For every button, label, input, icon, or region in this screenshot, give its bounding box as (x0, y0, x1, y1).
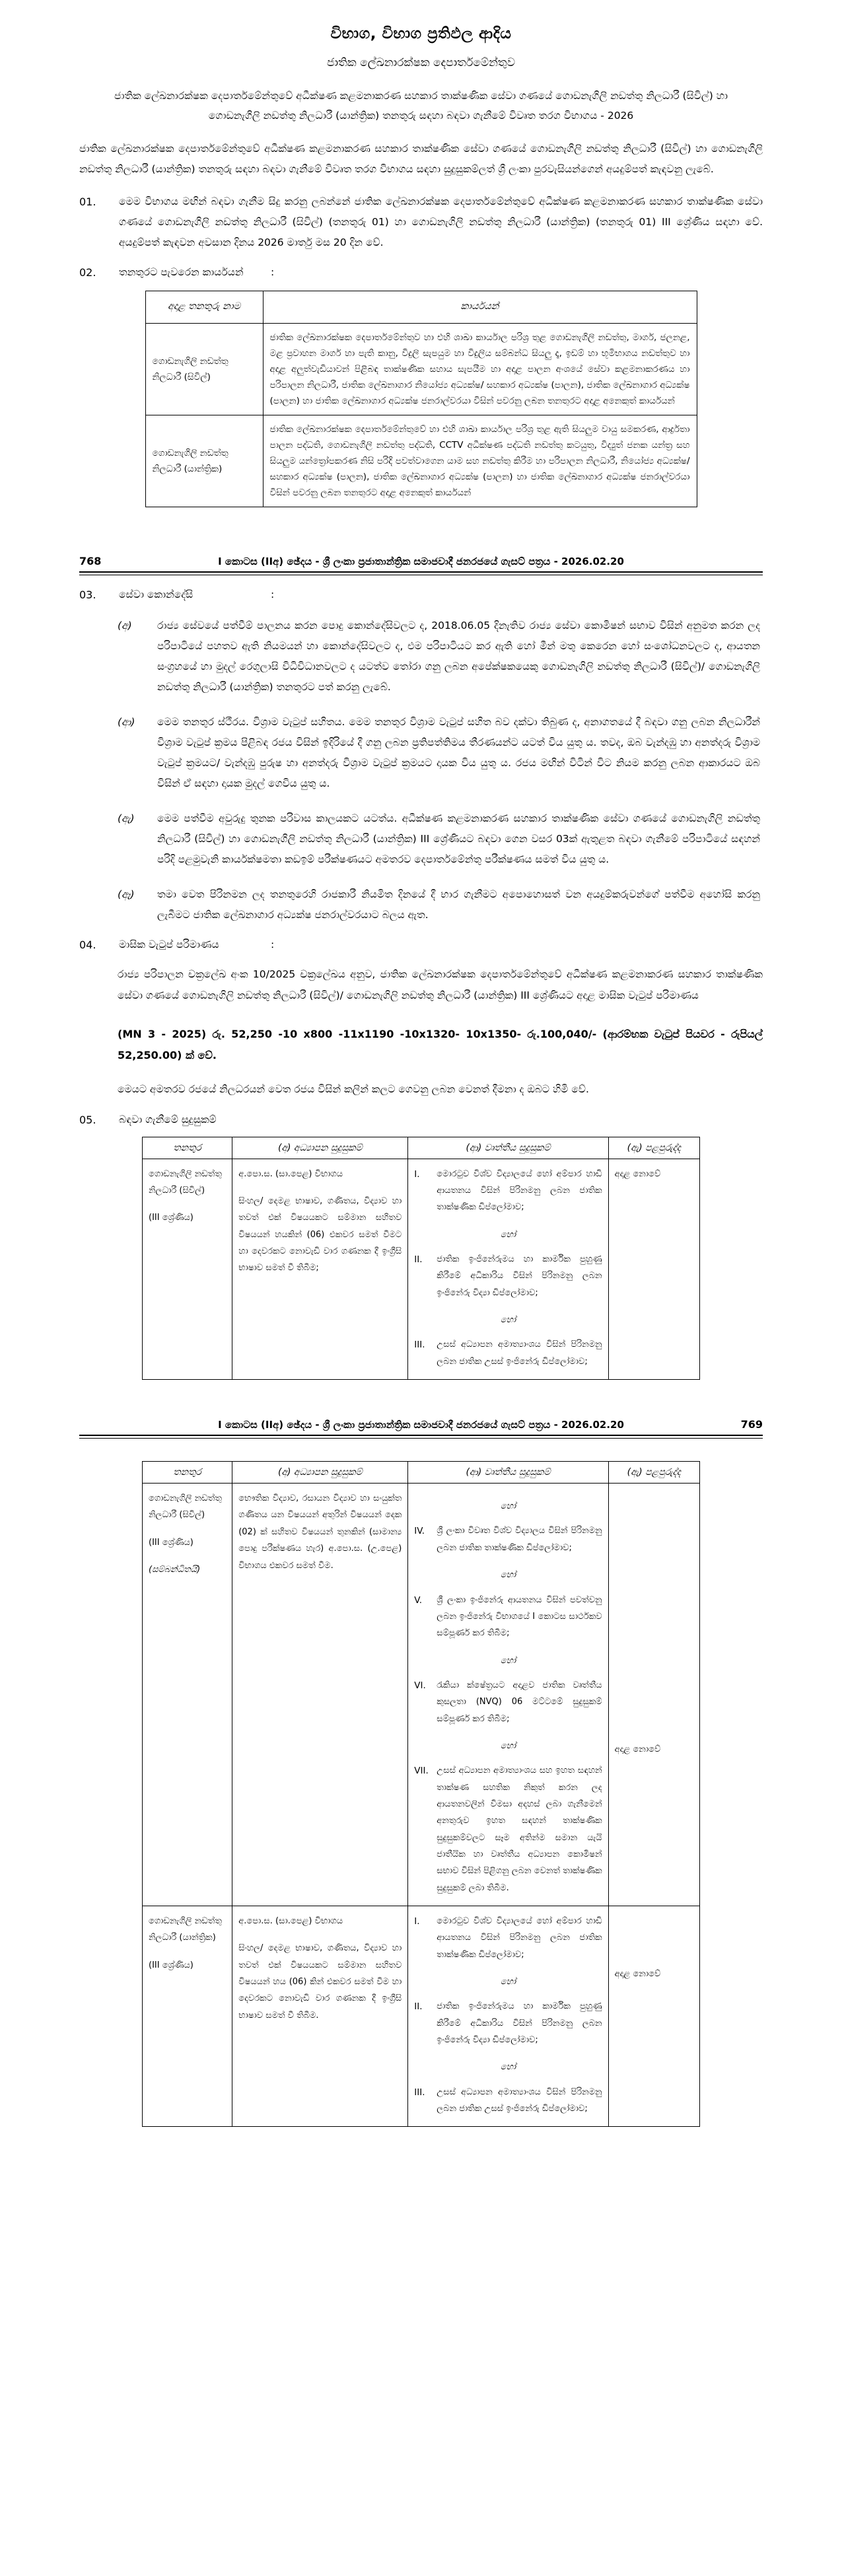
qual-prof-item-numeral: III. (414, 1340, 425, 1351)
qual-prof-item-numeral: IV. (414, 1526, 425, 1537)
qual-exp-mech (608, 1906, 699, 2127)
duties-header-post: අදාළ තනතුරු නාම (145, 291, 263, 324)
qual-prof-item (414, 1251, 602, 1304)
qual-or-word: හෝ (500, 1501, 516, 1512)
duties-post-mechanical: ගොඩනැගිලි නඩත්තු නිලධාරී (යාන්ත්‍රික) (145, 415, 263, 507)
qualification-table-page768 (142, 1137, 700, 1380)
qual-prof-item-text: ශ්‍රී ලංකා විවෘත විශ්ව විද්‍යාලය විසින් පිරිනමනු ලබන ජාතික තාක්ෂණික ඩිප්ලෝමාව; (437, 1526, 602, 1553)
qual-prof-item-numeral: V. (414, 1594, 423, 1606)
section-03-item-d (79, 870, 763, 925)
qual-header-professional: (ආ) වෘත්තීය සුදුසුකම් (408, 1137, 608, 1159)
qual-post-civil-cont-line1: ගොඩනැගිලි නඩත්තු නිලධාරී (සිවිල්) (149, 1493, 222, 1521)
qual-edu-civil-line2: සිංහල/ දෙමළ භාෂාව, ගණිතය, විද්‍යාව හා තවත් එක් විෂයයකට සම්මාන සහිතව විෂයයන් හයකින් (06) එකවර සමත් වීමට හා දෙවරකට නොවැඩි වාර ගණනක දී ඉංග්‍රීසි භාෂාව සමත් වී තිබීම; (238, 1196, 402, 1273)
section-03-item-c (79, 794, 763, 870)
qual-prof-mech (408, 1906, 608, 2127)
qual-prof-civil (408, 1159, 608, 1379)
notice-heading: ජාතික ලේඛනාරක්ෂක දෙපාර්තමේන්තුවේ අධීක්ෂණ කළමනාකරණ සහකාර තාක්ෂණික සේවා ගණයේ ගොඩනැගිලි නඩත්තු නිලධාරී (සිවිල්) හා ගොඩනැගිලි නඩත්තු නිලධාරී (යාන්ත්‍රික) තනතුරු සඳහා බඳවා ගැනීමේ විවෘත තරග විභාගය - 2026 (114, 90, 728, 122)
table-row (145, 324, 697, 415)
table-row (145, 415, 697, 507)
qual-post-mech (143, 1906, 232, 2127)
qual-exp-civil: අදාළ නොවේ (608, 1159, 699, 1379)
qual-header-education: (අ) අධ්‍යාපන සුදුසුකම් (232, 1462, 408, 1484)
qual-prof-item (414, 2084, 602, 2120)
section-03-item-c-text: මෙම පත්වීම අවුරුදු තුනක පරිවාස කාලයකට යටත්ය. අධීක්ෂණ කළමනාකරණ සහකාර තාක්ෂණික සේවා ගණයේ ගොඩනැගිලි නඩත්තු නිලධාරී (සිවිල්) හා ගොඩනැගිලි නඩත්තු නිලධාරී (යාන්ත්‍රික) III ශ්‍රේණියට බඳවා ගෙන වසර 03ක් ඇතුළත බඳවා ගැනීමේ පරිපාටියේ සඳහන් පරිදි පළමුවැනි කාර්යක්ෂමතා කඩඉම් පරීක්ෂණයට අමතරව දෙපාර්තමේන්තු පරීක්ෂණය සමත් විය යුතු ය. (157, 812, 760, 866)
qual-prof-item-numeral: VII. (414, 1766, 429, 1777)
section-04-note: මෙයට අමතරව රජයේ නිලධරයන් වෙත රජය විසින් කලින් කලට ගෙවනු ලබන වෙනත් දීමනා ද ඔබට හිමි වේ. (118, 1083, 589, 1095)
section-02-number: 02. (79, 266, 96, 279)
table-row (143, 1159, 700, 1379)
qual-post-mech-line1: ගොඩනැගිලි නඩත්තු නිලධාරී (යාන්ත්‍රික) (149, 1916, 222, 1943)
section-03-item-a-letter: (අ) (118, 620, 132, 632)
running-header-769 (79, 1418, 763, 1435)
section-01 (79, 180, 763, 253)
section-03-number: 03. (79, 589, 96, 602)
section-03-item-b (79, 698, 763, 794)
qual-prof-item (414, 1677, 602, 1730)
qual-prof-item-numeral: II. (414, 2001, 423, 2013)
qual-post-civil-line2: (III ශ්‍රේණිය) (149, 1213, 193, 1223)
qual-exp-mech-text: අදාළ නොවේ (614, 1969, 661, 1979)
section-04-paragraph: රාජ්‍ය පරිපාලන චක්‍රලේඛ අංක 10/2025 චක්‍රලේඛය අනුව, ජාතික ලේඛනාරක්ෂක දෙපාර්තමේන්තුවේ අධීක්ෂණ කළමනාකරණ සහකාර තාක්ෂණික සේවා ගණයේ ගොඩනැගිලි නඩත්තු නිලධාරී (සිවිල්)/ ගොඩනැගිලි නඩත්තු නිලධාරී (යාන්ත්‍රික) III ශ්‍රේණියට අදාළ මාසික වැටුප් පරිමාණය (118, 968, 763, 1002)
qual-exp-civil-cont-text: අදාළ නොවේ (614, 1744, 661, 1755)
qual-exp-civil-cont (608, 1484, 699, 1906)
section-04-label: මාසික වැටුප් පරිමාණය (119, 939, 219, 951)
section-03-colon: : (271, 589, 275, 601)
section-02-label: තනතුරට පැවරෙන කාර්යයන් (119, 266, 244, 279)
qual-edu-mech (232, 1906, 408, 2127)
qual-edu-mech-line1: අ.පො.ස. (සා.පෙළ) විභාගය (238, 1916, 343, 1926)
qual-header-experience: (ඇ) පළපුරුද්ද (608, 1462, 699, 1484)
duties-post-civil: ගොඩනැගිලි නඩත්තු නිලධාරී (සිවිල්) (145, 324, 263, 415)
qual-header-post: තනතුර (143, 1137, 232, 1159)
section-05-label: බඳවා ගැනීමේ සුදුසුකම් (119, 1113, 217, 1126)
table-row (143, 1484, 700, 1906)
section-01-text: මෙම විභාගය මඟින් බඳවා ගැනීම සිදු කරනු ලබන්නේ ජාතික ලේඛනාරක්ෂක දෙපාර්තමේන්තුවේ අධීක්ෂණ කළමනාකරණ සහකාර තාක්ෂණික සේවා ගණයේ ගොඩනැගිලි නඩත්තු නිලධාරී (සිවිල්) (තනතුරු 01) හා ගොඩනැගිලි නඩත්තු නිලධාරී (යාන්ත්‍රික) (තනතුරු 01) III ශ්‍රේණිය සඳහා වේ. අයදුම්පත් කැඳවන අවසාන දිනය 2026 මාර්තු මස 20 දින වේ. (119, 196, 763, 249)
department-name: ජාතික ලේඛනාරක්ෂක දෙපාර්තමේන්තුව (327, 55, 515, 69)
duties-table (145, 291, 697, 507)
section-03-item-d-letter: (ඈ) (118, 888, 135, 901)
qual-or-word: හෝ (500, 1977, 516, 1987)
qualification-table-page769 (142, 1461, 700, 2127)
qual-or-word: හෝ (500, 1315, 516, 1326)
qual-header-experience: (ඇ) පළපුරුද්ද (608, 1137, 699, 1159)
qual-prof-item-text: ජාතික ඉංජිනේරුමය හා කාර්මික පුහුණු කිරීමේ අධිකාරිය විසින් පිරිනමනු ලබන ඉංජිනේරු විද්‍යා ඩිප්ලෝමාව; (437, 2001, 602, 2046)
section-03-label: සේවා කොන්දේසි (119, 589, 193, 601)
qual-or-word: හෝ (500, 1655, 516, 1666)
table-row (143, 1906, 700, 2127)
qual-post-civil (143, 1159, 232, 1379)
qual-prof-item-text: ශ්‍රී ලංකා ඉංජිනේරු ආයතනය විසින් පවත්වනු ලබන ඉංජිනේරු විභාගයේ I කොටස සාර්ථකව සම්පූර්ණ කර තිබීම; (437, 1594, 602, 1639)
qual-prof-item-numeral: III. (414, 2087, 425, 2098)
qual-prof-item-numeral: I. (414, 1168, 420, 1180)
page-title: විභාග, විභාග ප්‍රතිඵල ආදිය (330, 25, 512, 42)
running-header-text-769: I කොටස (IIඅ) ඡේදය - ශ්‍රී ලංකා ප්‍රජාතාන්ත්‍රික සමාජවාදී ජනරජයේ ගැසට් පත්‍රය - 2026.02.20 (218, 1419, 624, 1431)
qual-prof-item (414, 1913, 602, 1966)
section-03-item-a-text: රාජ්‍ය සේවයේ පත්වීම් පාලනය කරන පොදු කොන්දේසිවලට ද, 2018.06.05 දිනැතිව රාජ්‍ය සේවා කොමිෂන් සභාව විසින් අනුමත කරන ලද පරිපාටියේ පහතව ඇති නියමයන් හා කොන්දේසිවලට ද, එම පරිපාටියට කර ඇති හෝ මීන් මතු කෙරෙන හෝ සංශෝධනවලට ද, ආයතන සංග්‍රහයේ හා මුදල් රෙගුලාසි විධිවිධානවලට ද යටත්ව තෝරා ගනු ලබන අපේක්ෂකයෙකු ගොඩනැගිලි නඩත්තු නිලධාරී (සිවිල්)/ ගොඩනැගිලි නඩත්තු නිලධාරී (යාන්ත්‍රික) තනතුරට පත් කරනු ලැබේ. (157, 620, 760, 694)
qual-or-word: හෝ (500, 1740, 516, 1751)
qual-prof-item (414, 1592, 602, 1645)
salary-scale: (MN 3 - 2025) රු. 52,250 -10 x800 -11x1190 -10x1320- 10x1350- රු.100,040/- (ආරම්භක වැටුප් පියවර - රුපියල් 52,250.00) ක් වේ. (118, 1027, 763, 1061)
qual-prof-item-text: උසස් අධ්‍යාපන අමාත්‍යාංශය සහ ඉහත සඳහන් තාක්ෂණ සහතික නිකුත් කරන ලද ආයතනවලින් විමසා අදහස් ලබා ගැනීමෙන් අනතුරුව ඉහත සඳහන් තාක්ෂණික සුදුසුකම්වලට සෑම අතින්ම සමාන යැයි ජාතීයික හා වෘත්තීය අධ්‍යාපන කොමිෂන් සභාව විසින් පිළිගනු ලබන වෙනත් තාක්ෂණික සුදුසුකම් ලබා තිබීම. (437, 1766, 602, 1893)
section-03-item-b-letter: (ආ) (118, 716, 135, 729)
section-03 (79, 575, 763, 601)
duties-tasks-mechanical: ජාතික ලේඛනාරක්ෂක දෙපාර්තමේන්තුවේ හා එහි ශාඛා කාර්යාල පරිශ්‍ර තුළ ඇති සියලුම වායු සමකරණ, ආර්ද්‍රතා පාලන පද්ධති, ගොඩනැගිලි නඩත්තු පද්ධති, CCTV අධීක්ෂණ පද්ධති නඩත්තු කටයුතු, විද්‍යුත් ජනක යන්ත්‍ර සහ සියලුම යන්ත්‍රෝපකරණ නිසි පරිදි පවත්වාගෙන යාම සහ නඩත්තු කිරීම හා පරිපාලන නිලධාරී, නියෝජ්‍ය අධ්‍යක්ෂ/ සහකාර අධ්‍යක්ෂ (පාලන), ජාතික ලේඛනාගාර අධ්‍යක්ෂ (පාලන) හා ජාතික ලේඛනාගාර අධ්‍යක්ෂ ජනරාල්වරයා විසින් පවරනු ලබන තනතුරට අදාළ අනෙකුත් කාර්යයන් (263, 415, 697, 507)
qual-header-row (143, 1137, 700, 1159)
qual-header-professional: (ආ) වෘත්තීය සුදුසුකම් (408, 1462, 608, 1484)
qual-prof-civil-cont (408, 1484, 608, 1906)
section-04-number: 04. (79, 939, 96, 952)
qual-prof-item-text: රැකියා ක්ෂේත්‍රයට අදාළව ජාතික වෘත්තීය කුසලතා (NVQ) 06 මට්ටමේ සුදුසුකම් සම්පූර්ණ කර තිබීම; (437, 1680, 602, 1724)
duties-tasks-civil: ජාතික ලේඛනාරක්ෂක දෙපාර්තමේන්තුව හා එහි ශාඛා කාර්යාල පරිශ්‍ර තුළ ගොඩනැගිලි නඩත්තු, මාර්ග, ජලනළ, මළ ප්‍රවාහන මාර්ග හා පැති කානු, විදුලි සැපයුම හා විදුලිය සම්බන්ධ සියලු දෑ, ඉඩම් හා භූමිභාගය නඩත්තුව හා අදාළ අලුත්වැඩියාවන් පිළිබඳ තාක්ෂණික සහාය සැපයීම හා අදාළ පාලන අංශයේ සේවා කළමනාකරණය හා පරිපාලන නිලධාරී, ජාතික ලේඛනාගාර නියෝජ්‍ය අධ්‍යක්ෂ/ සහකාර අධ්‍යක්ෂ (පාලන), ජාතික ලේඛනාගාර අධ්‍යක්ෂ (පාලන) හා ජාතික ලේඛනාගාර අධ්‍යක්ෂ ජනරාල්වරයා විසින් පවරනු ලබන තනතුරට අදාළ අනෙකුත් කාර්යයන් (263, 324, 697, 415)
qual-prof-item (414, 1336, 602, 1373)
qual-prof-item-numeral: II. (414, 1254, 423, 1266)
section-03-item-a (79, 601, 763, 698)
qual-post-mech-line2: (III ශ්‍රේණිය) (149, 1960, 193, 1970)
qual-prof-item (414, 1762, 602, 1899)
section-02 (79, 253, 763, 279)
intro-paragraph: ජාතික ලේඛනාරක්ෂක දෙපාර්තමේන්තුවේ අධීක්ෂණ කළමනාකරණ සහකාර තාක්ෂණික සේවා ගණයේ ගොඩනැගිලි නඩත්තු නිලධාරී (සිවිල්) හා ගොඩනැගිලි නඩත්තු නිලධාරී (යාන්ත්‍රික) තනතුරු සඳහා බඳවා ගැනීමේ විවෘත තරග විභාගය සඳහා සුදුසුකම්ලත් ශ්‍රී ලංකා පුරවැසියන්ගෙන් අයදුම්පත් කැඳවනු ලැබේ. (79, 143, 763, 176)
section-03-item-d-text: තමා වෙත පිරිනමන ලද තනතුරෙහි රාජකාරී නියමිත දිනයේ දී භාර ගැනීමට අපොහොසත් වන අයදුම්කරුවන්ගේ පත්වීම අහෝසි කරනු ලැබීමට ජාතික ලේඛනාගාර අධ්‍යක්ෂ ජනරාල්වරයාට බලය ඇත. (157, 888, 760, 921)
qual-post-civil-cont-line3: (සම්බන්ධිතයි) (149, 1565, 201, 1575)
qual-prof-item-text: මොරටුව විශ්ව විද්‍යාලයේ හෝ අම්පාර හාඩි ආයතනය විසින් පිරිනමනු ලබන ජාතික තාක්ෂණික ඩිප්ලෝමාව; (437, 1916, 602, 1960)
qual-prof-item-numeral: I. (414, 1916, 420, 1927)
running-header-768 (79, 555, 763, 571)
qual-post-civil-cont-line2: (III ශ්‍රේණිය) (149, 1537, 193, 1548)
qual-prof-item-text: මොරටුව විශ්ව විද්‍යාලයේ හෝ අම්පාර හාඩි ආයතනය විසින් පිරිනමනු ලබන ජාතික තාක්ෂණික ඩිප්ලෝමාව; (437, 1168, 602, 1213)
qual-or-word: හෝ (500, 2062, 516, 2073)
running-header-text: I කොටස (IIඅ) ඡේදය - ශ්‍රී ලංකා ප්‍රජාතාන්ත්‍රික සමාජවාදී ජනරජයේ ගැසට් පත්‍රය - 2026.02.20 (218, 555, 624, 568)
qual-post-civil-cont (143, 1484, 232, 1906)
section-05 (79, 1100, 763, 1126)
section-03-item-b-text: මෙම තනතුර ස්ථීරය. විශ්‍රාම වැටුප් සහිතය. මෙම තනතුර විශ්‍රාම වැටුප් සහිත බව දක්වා තිබුණ ද, අනාගතයේ දී බඳවා ගනු ලබන නිලධාරීන් විශ්‍රාම වැටුප් ක්‍රමය පිළිබඳ රජය විසින් ඉදිරියේ දී ගනු ලබන ප්‍රතිපත්තිමය තීරණයන්ට යටත් විය යුතු ය. තවද, ඔබ වැන්දඹු හා අනත්දරු විශ්‍රාම වැටුප් ක්‍රමයට/ වැන්දඹු පුරුෂ හා අනත්දරු විශ්‍රාම වැටුප් ක්‍රමයට දායක විය යුතු ය. රජය මඟින් විටින් විට නියම කරනු ලබන ආකාරයට ඔබ විසින් ඒ සඳහා දායක මුදල් ගෙවිය යුතු ය. (157, 716, 761, 790)
qual-prof-item-text: ජාතික ඉංජිනේරුමය හා කාර්මික පුහුණු කිරීමේ අධිකාරිය විසින් පිරිනමනු ලබන ඉංජිනේරු විද්‍යා ඩිප්ලෝමාව; (437, 1254, 602, 1298)
section-04-colon: : (271, 939, 275, 951)
qual-header-post: තනතුර (143, 1462, 232, 1484)
qual-prof-item (414, 1998, 602, 2051)
duties-table-header-row (145, 291, 697, 324)
page-number-769: 769 (740, 1418, 763, 1431)
qual-edu-civil-cont: භෞතික විද්‍යාව, රසායන විද්‍යාව හා සංයුක්ත ගණිතය යන විෂයයන් අතුරින් විෂයයන් දෙක (02) ක් සහිතව විෂයයන් තුනකින් (සාමාන්‍ය පොදු පරීක්ෂණය හැර) අ.පො.ස. (උ.පෙළ) විභාගය එකවර සමත් වීම. (232, 1484, 408, 1906)
page-number-768: 768 (79, 555, 102, 568)
section-03-item-c-letter: (ඇ) (118, 812, 135, 825)
qual-prof-item (414, 1166, 602, 1219)
qual-edu-civil (232, 1159, 408, 1379)
section-04 (79, 925, 763, 951)
qual-edu-civil-line1: අ.පො.ස. (සා.පෙළ) විභාගය (238, 1168, 343, 1179)
title-block (79, 0, 763, 180)
qual-prof-item-text: උසස් අධ්‍යාපන අමාත්‍යාංශය විසින් පිරිනමනු ලබන ජාතික උසස් ඉංජිනේරු ඩිප්ලෝමාව; (437, 2087, 602, 2114)
section-02-colon: : (271, 266, 275, 279)
section-05-number: 05. (79, 1113, 96, 1126)
qual-prof-item (414, 1522, 602, 1559)
qual-or-word: හෝ (500, 1229, 516, 1240)
qual-prof-item-text: උසස් අධ්‍යාපන අමාත්‍යාංශය විසින් පිරිනමනු ලබන ජාතික උසස් ඉංජිනේරු ඩිප්ලෝමාව; (437, 1340, 602, 1367)
duties-header-tasks: කාර්යයන් (263, 291, 697, 324)
section-01-number: 01. (79, 196, 96, 209)
qual-prof-item-numeral: VI. (414, 1680, 426, 1691)
qual-header-education: (අ) අධ්‍යාපන සුදුසුකම් (232, 1137, 408, 1159)
qual-or-word: හෝ (500, 1570, 516, 1581)
qual-edu-mech-line2: සිංහල/ දෙමළ භාෂාව, ගණිතය, විද්‍යාව හා තවත් එක් විෂයයකට සම්මාන සහිතව විෂයයන් හය (06) කින් එකවර සමත් වීම හා දෙවරකට නොවැඩි වාර ගණනක දී ඉංග්‍රීසි භාෂාව සමත් වී තිබීම. (238, 1943, 402, 2021)
qual-header-row-769 (143, 1462, 700, 1484)
qual-post-civil-line1: ගොඩනැගිලි නඩත්තු නිලධාරී (සිවිල්) (149, 1168, 222, 1196)
